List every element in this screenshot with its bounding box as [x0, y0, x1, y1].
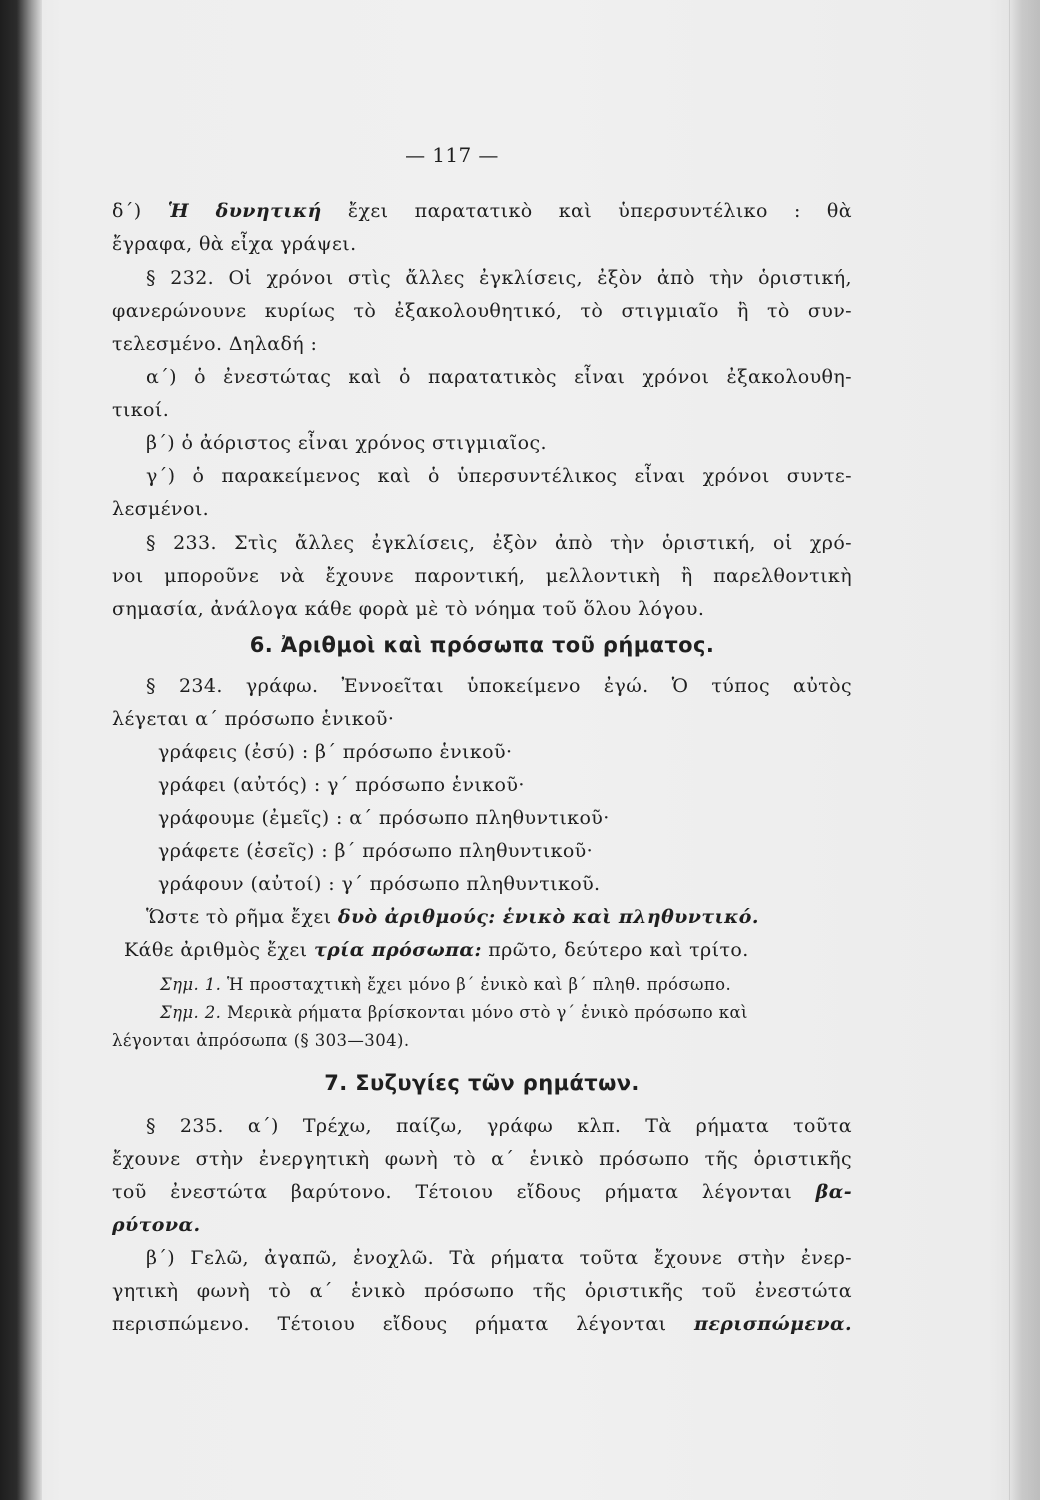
- section-d-line-1: δ΄) Ἡ δυνητική ἔχει παρατατικὸ καὶ ὑπερσυντέλικο : θὰ: [112, 200, 852, 222]
- paragraph-233-line-3: σημασία, ἀνάλογα κάθε φορὰ μὲ τὸ νόημα τοῦ ὅλου λόγου.: [112, 598, 705, 620]
- paragraph-232-line-2: φανερώνουνε κυρίως τὸ ἐξακολουθητικό, τὸ στιγμιαῖο ἢ τὸ συν-: [112, 300, 852, 322]
- heading-7: 7. Συζυγίες τῶν ρημάτων.: [324, 1071, 640, 1095]
- paragraph-235-line-2: ἔχουνε στὴν ἐνεργητικὴ φωνὴ τὸ α΄ ἑνικὸ πρόσωπο τῆς ὁριστικῆς: [112, 1148, 852, 1170]
- paragraph-232-b: β΄) ὁ ἀόριστος εἶναι χρόνος στιγμιαῖος.: [146, 432, 547, 454]
- paragraph-235-line-4: [112, 1212, 852, 1238]
- verb-form-line: γράφει (αὐτός) : γ΄ πρόσωπο ἑνικοῦ·: [158, 774, 525, 796]
- term-dynitiki: Ἡ δυνητική: [167, 200, 322, 222]
- paragraph-235-b-line-1: β΄) Γελῶ, ἀγαπῶ, ἐνοχλῶ. Τὰ ρήματα τοῦτα ἔχουνε στὴν ἐνερ-: [146, 1247, 852, 1269]
- paragraph-232-c-line-1: γ΄) ὁ παρακείμενος καὶ ὁ ὑπερσυντέλικος εἶναι χρόνοι συντε-: [146, 465, 852, 487]
- note-2-line-1: Σημ. 2. Μερικὰ ρήματα βρίσκονται μόνο στὸ γ΄ ἑνικὸ πρόσωπο καὶ: [160, 1003, 748, 1022]
- note-1: Σημ. 1. Ἡ προσταχτικὴ ἔχει μόνο β΄ ἑνικὸ καὶ β΄ πληθ. πρόσωπο.: [160, 975, 732, 994]
- note-2-line-2: λέγονται ἀπρόσωπα (§ 303—304).: [112, 1031, 410, 1050]
- emphasis-persons: τρία πρόσωπα:: [313, 939, 482, 961]
- paragraph-235-b-line-2: γητικὴ φωνὴ τὸ α΄ ἑνικὸ πρόσωπο τῆς ὁριστικῆς τοῦ ἐνεστώτα: [112, 1280, 852, 1302]
- verb-form-line: γράφουμε (ἐμεῖς) : α΄ πρόσωπο πληθυντικοῦ·: [158, 807, 610, 829]
- paragraph-232-c-line-2: λεσμένοι.: [112, 498, 210, 520]
- conclusion-persons: Κάθε ἀριθμὸς ἔχει τρία πρόσωπα: πρῶτο, δεύτερο καὶ τρίτο.: [124, 939, 749, 961]
- verb-form-line: γράφετε (ἐσεῖς) : β΄ πρόσωπο πληθυντικοῦ·: [158, 840, 594, 862]
- paragraph-235-b-line-3: περισπώμενο. Τέτοιου εἴδους ρήματα λέγονται περισπώμενα.: [112, 1313, 852, 1335]
- term-barytona-part2: ρύτονα.: [112, 1214, 201, 1236]
- paragraph-232-line-3: τελεσμένο. Δηλαδή :: [112, 333, 318, 355]
- term-barytona-part1: βα-: [815, 1181, 852, 1203]
- paragraph-234-line-2: λέγεται α΄ πρόσωπο ἑνικοῦ·: [112, 708, 395, 730]
- paragraph-233-line-2: νοι μποροῦνε νὰ ἔχουνε παροντική, μελλοντικὴ ἢ παρελθοντικὴ: [112, 565, 852, 587]
- section-d-line-2: ἔγραφα, θὰ εἶχα γράψει.: [112, 233, 357, 255]
- paragraph-233-line-1: § 233. Στὶς ἄλλες ἐγκλίσεις, ἐξὸν ἀπὸ τὴν ὁριστική, οἱ χρό-: [146, 532, 852, 554]
- conclusion-numbers: Ὥστε τὸ ρῆμα ἔχει δυὸ ἀριθμούς: ἑνικὸ καὶ πληθυντικό.: [146, 906, 759, 928]
- verb-form-line: γράφεις (ἐσύ) : β΄ πρόσωπο ἑνικοῦ·: [158, 741, 513, 763]
- emphasis-numbers: δυὸ ἀριθμούς: ἑνικὸ καὶ πληθυντικό.: [337, 906, 759, 928]
- paragraph-235-line-1: § 235. α΄) Τρέχω, παίζω, γράφω κλπ. Τὰ ρήματα τοῦτα: [146, 1115, 852, 1137]
- page-binding-shadow: [0, 0, 42, 1500]
- paragraph-232-line-1: § 232. Οἱ χρόνοι στὶς ἄλλες ἐγκλίσεις, ἐξὸν ἀπὸ τὴν ὁριστική,: [146, 267, 852, 289]
- paragraph-234-line-1: § 234. γράφω. Ἐννοεῖται ὑποκείμενο ἐγώ. Ὁ τύπος αὐτὸς: [146, 675, 852, 697]
- verb-form-line: γράφουν (αὐτοί) : γ΄ πρόσωπο πληθυντικοῦ.: [158, 873, 601, 895]
- page-number: — 117 —: [405, 143, 499, 167]
- paragraph-232-a-line-1: α΄) ὁ ἐνεστώτας καὶ ὁ παρατατικὸς εἶναι χρόνοι ἐξακολουθη-: [146, 366, 852, 388]
- paragraph-232-a-line-2: τικοί.: [112, 399, 170, 421]
- paragraph-235-line-3: τοῦ ἐνεστώτα βαρύτονο. Τέτοιου εἴδους ρήματα λέγονται βα-: [112, 1181, 852, 1203]
- heading-6: 6. Ἀριθμοὶ καὶ πρόσωπα τοῦ ρήματος.: [249, 633, 715, 657]
- term-perispomena: περισπώμενα.: [694, 1313, 852, 1335]
- page-edge: [1009, 0, 1040, 1500]
